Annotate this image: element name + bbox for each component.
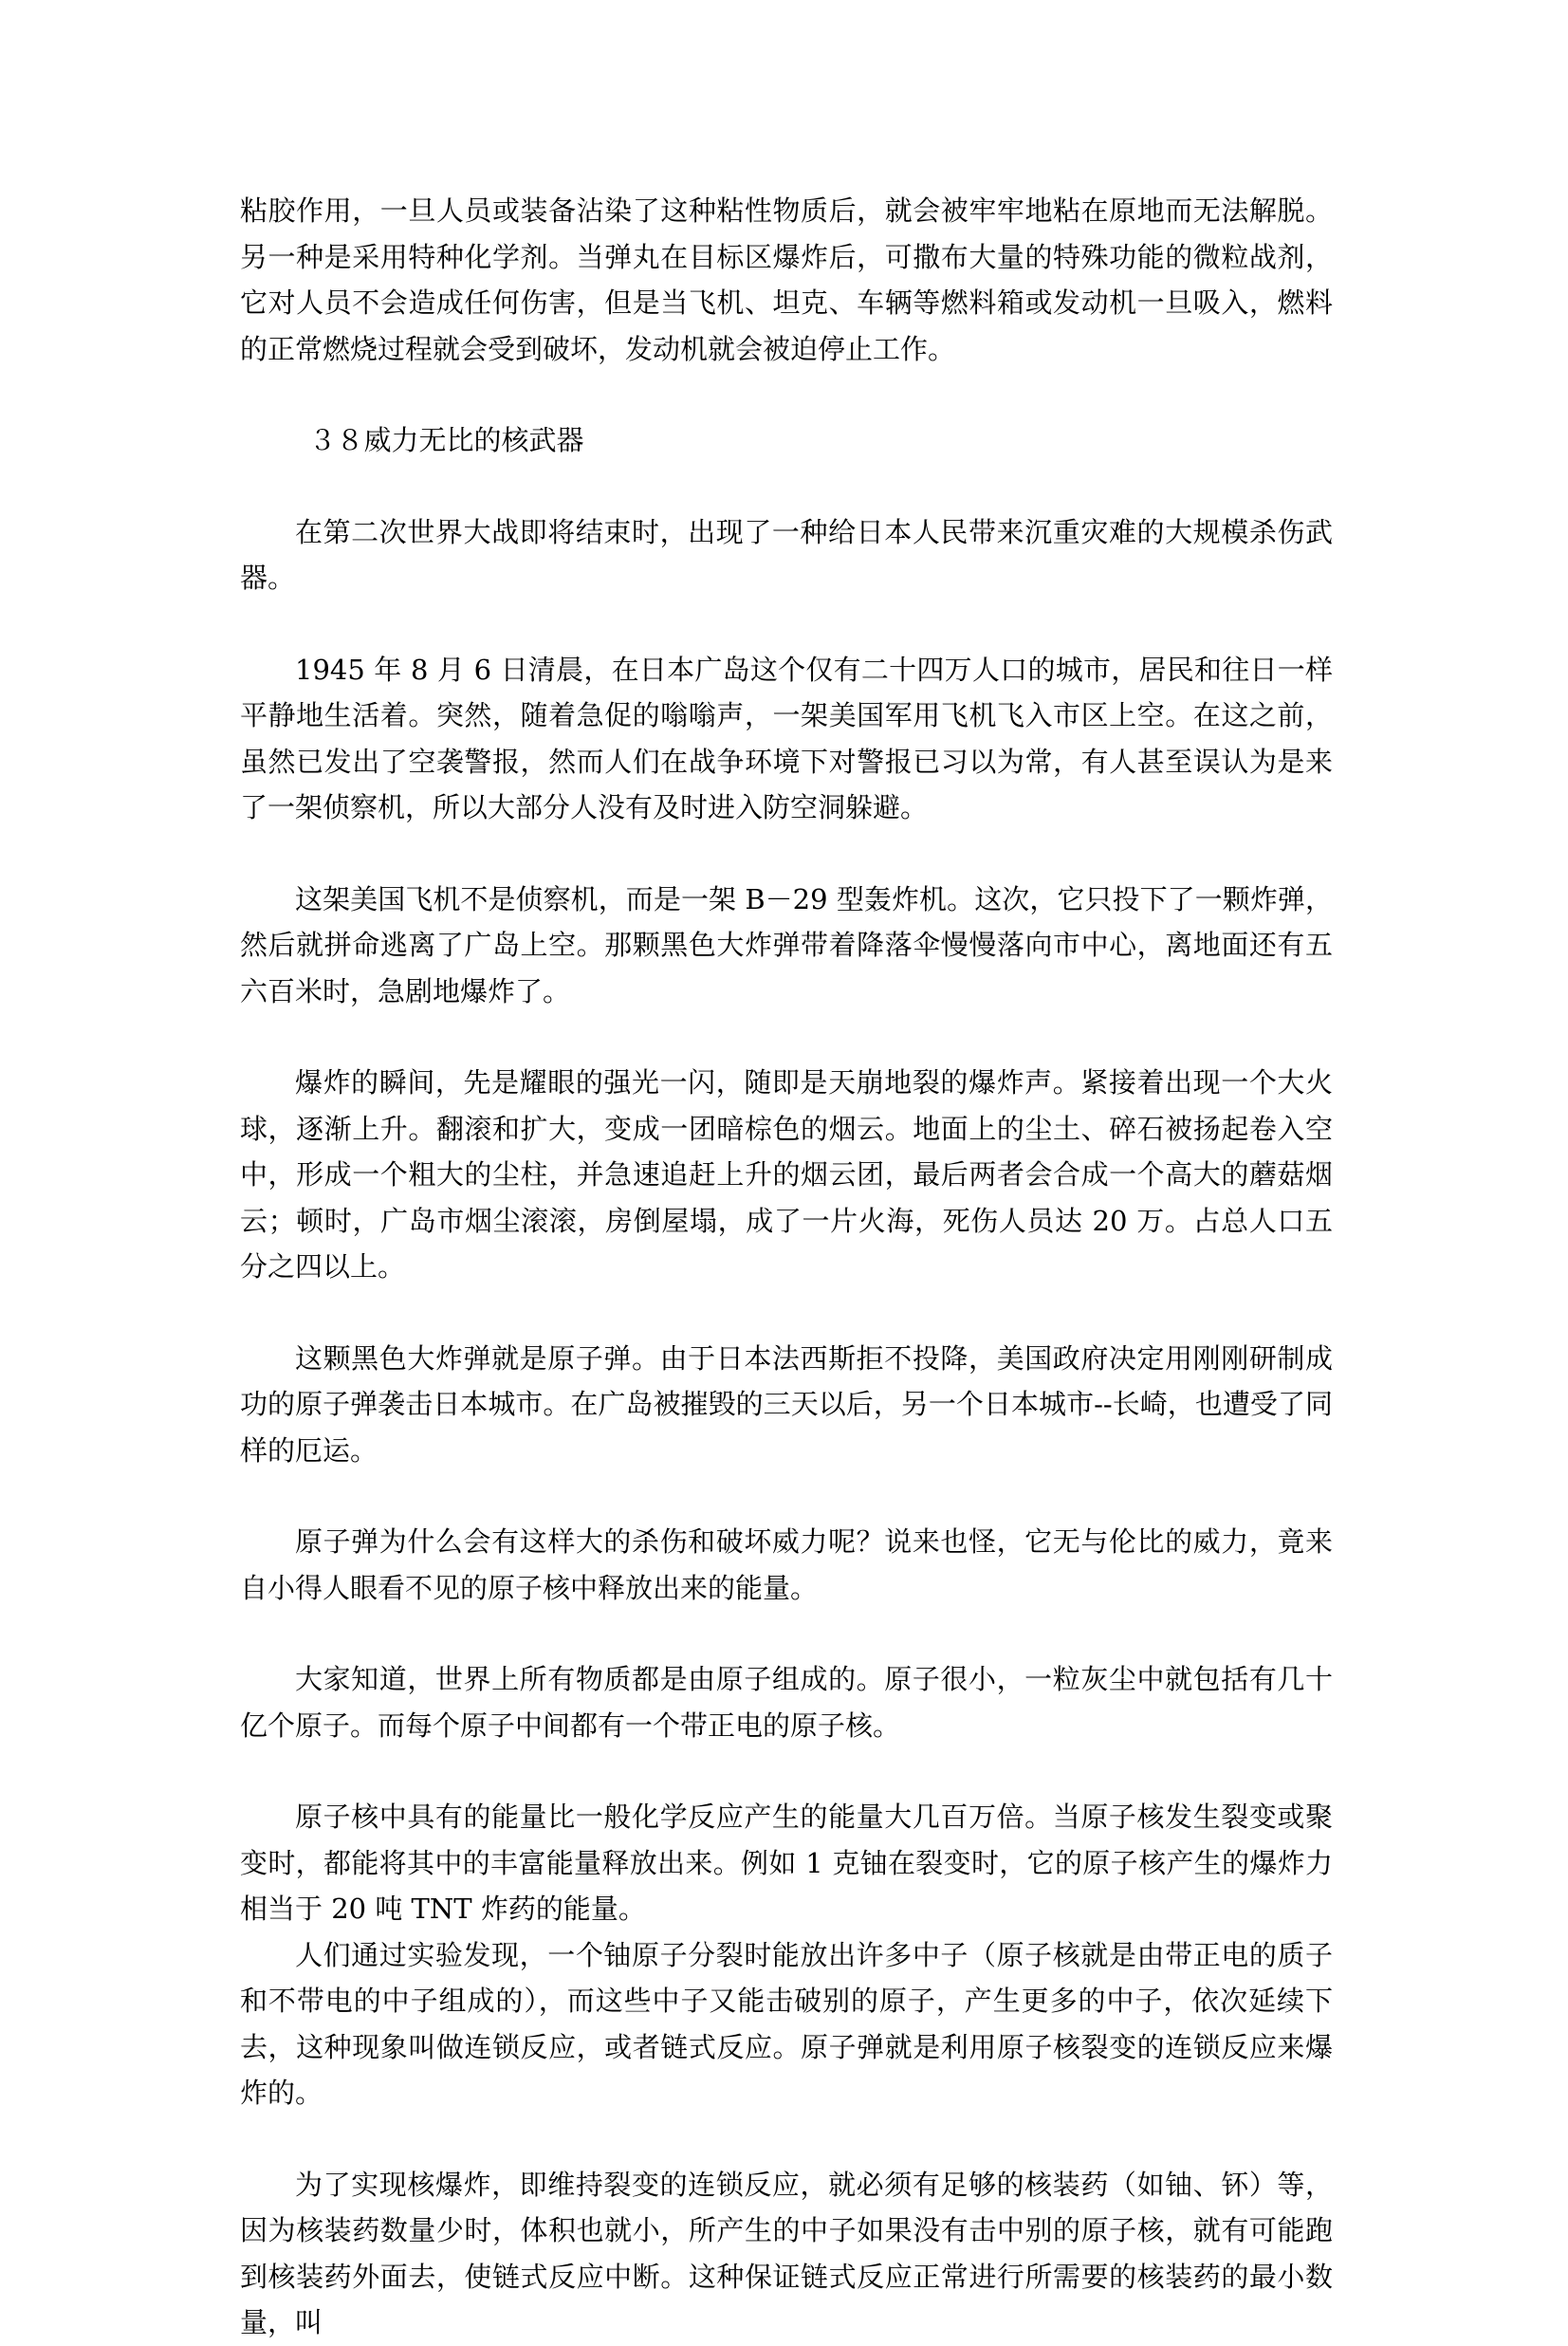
paragraph: 这颗黑色大炸弹就是原子弹。由于日本法西斯拒不投降，美国政府决定用刚刚研制成功的原子弹袭击日本城市。在广岛被摧毁的三天以后，另一个日本城市--长崎，也遭受了同样的厄运。 — [240, 1341, 1333, 1467]
paragraph: 原子核中具有的能量比一般化学反应产生的能量大几百万倍。当原子核发生裂变或聚变时，都能将其中的丰富能量释放出来。例如 1 克铀在裂变时，它的原子核产生的爆炸力相当于 20 吨 TNT 炸药的能量。 — [240, 1801, 1333, 1925]
paragraph: 原子弹为什么会有这样大的杀伤和破坏威力呢？说来也怪，它无与伦比的威力，竟来自小得人眼看不见的原子核中释放出来的能量。 — [240, 1525, 1333, 1604]
paragraph-gap — [240, 1473, 1333, 1519]
paragraph: 1945 年 8 月 6 日清晨，在日本广岛这个仅有二十四万人口的城市，居民和往日一样平静地生活着。突然，随着急促的嗡嗡声，一架美国军用飞机飞入市区上空。在这之前，虽然已发出了空袭警报，然而人们在战争环境下对警报已习以为常，有人甚至误认为是来了一架侦察机，所以大部分人没有及时进入防空洞躲避。 — [240, 653, 1333, 823]
paragraph: 大家知道，世界上所有物质都是由原子组成的。原子很小，一粒灰尘中就包括有几十亿个原子。而每个原子中间都有一个带正电的原子核。 — [240, 1663, 1333, 1742]
paragraph: 爆炸的瞬间，先是耀眼的强光一闪，随即是天崩地裂的爆炸声。紧接着出现一个大火球，逐渐上升。翻滚和扩大，变成一团暗棕色的烟云。地面上的尘土、碎石被扬起卷入空中，形成一个粗大的尘柱，并急速追赶上升的烟云团，最后两者会合成一个高大的蘑菇烟云；顿时，广岛市烟尘滚滚，房倒屋塌，成了一片火海，死伤人员达 20 万。占总人口五分之四以上。 — [240, 1066, 1333, 1283]
paragraph: 在第二次世界大战即将结束时，出现了一种给日本人民带来沉重灾难的大规模杀伤武器。 — [240, 515, 1333, 594]
paragraph-gap — [240, 1290, 1333, 1336]
paragraph: 这架美国飞机不是侦察机，而是一架 B－29 型轰炸机。这次，它只投下了一颗炸弹，然后就拼命逃离了广岛上空。那颗黑色大炸弹带着降落伞慢慢落向市中心，离地面还有五六百米时，急剧地爆炸了。 — [240, 882, 1333, 1007]
paragraph-gap — [240, 372, 1333, 417]
paragraph: 人们通过实验发现，一个铀原子分裂时能放出许多中子（原子核就是由带正电的质子和不带电的中子组成的），而这些中子又能击破别的原子，产生更多的中子，依次延续下去，这种现象叫做连锁反应，或者链式反应。原子弹就是利用原子核裂变的连锁反应来爆炸的。 — [240, 1938, 1333, 2109]
document-page — [240, 188, 1333, 2346]
paragraph-gap — [240, 831, 1333, 877]
paragraph-gap — [240, 1611, 1333, 1656]
paragraph-gap — [240, 2116, 1333, 2162]
section-heading: ３８威力无比的核武器 — [308, 424, 584, 456]
paragraph: 为了实现核爆炸，即维持裂变的连锁反应，就必须有足够的核装药（如铀、钚）等，因为核装药数量少时，体积也就小，所产生的中子如果没有击中别的原子核，就有可能跑到核装药外面去，使链式反应中断。这种保证链式反应正常进行所需要的核装药的最小数量，叫 — [240, 2168, 1333, 2338]
paragraph-continuation: 粘胶作用，一旦人员或装备沾染了这种粘性物质后，就会被牢牢地粘在原地而无法解脱。另一种是采用特种化学剂。当弹丸在目标区爆炸后，可撒布大量的特殊功能的微粒战剂，它对人员不会造成任何伤害，但是当飞机、坦克、车辆等燃料箱或发动机一旦吸入，燃料的正常燃烧过程就会受到破坏，发动机就会被迫停止工作。 — [240, 194, 1333, 365]
paragraph-gap — [240, 601, 1333, 647]
paragraph-gap — [240, 1748, 1333, 1794]
paragraph-gap — [240, 464, 1333, 509]
paragraph-gap — [240, 1014, 1333, 1060]
